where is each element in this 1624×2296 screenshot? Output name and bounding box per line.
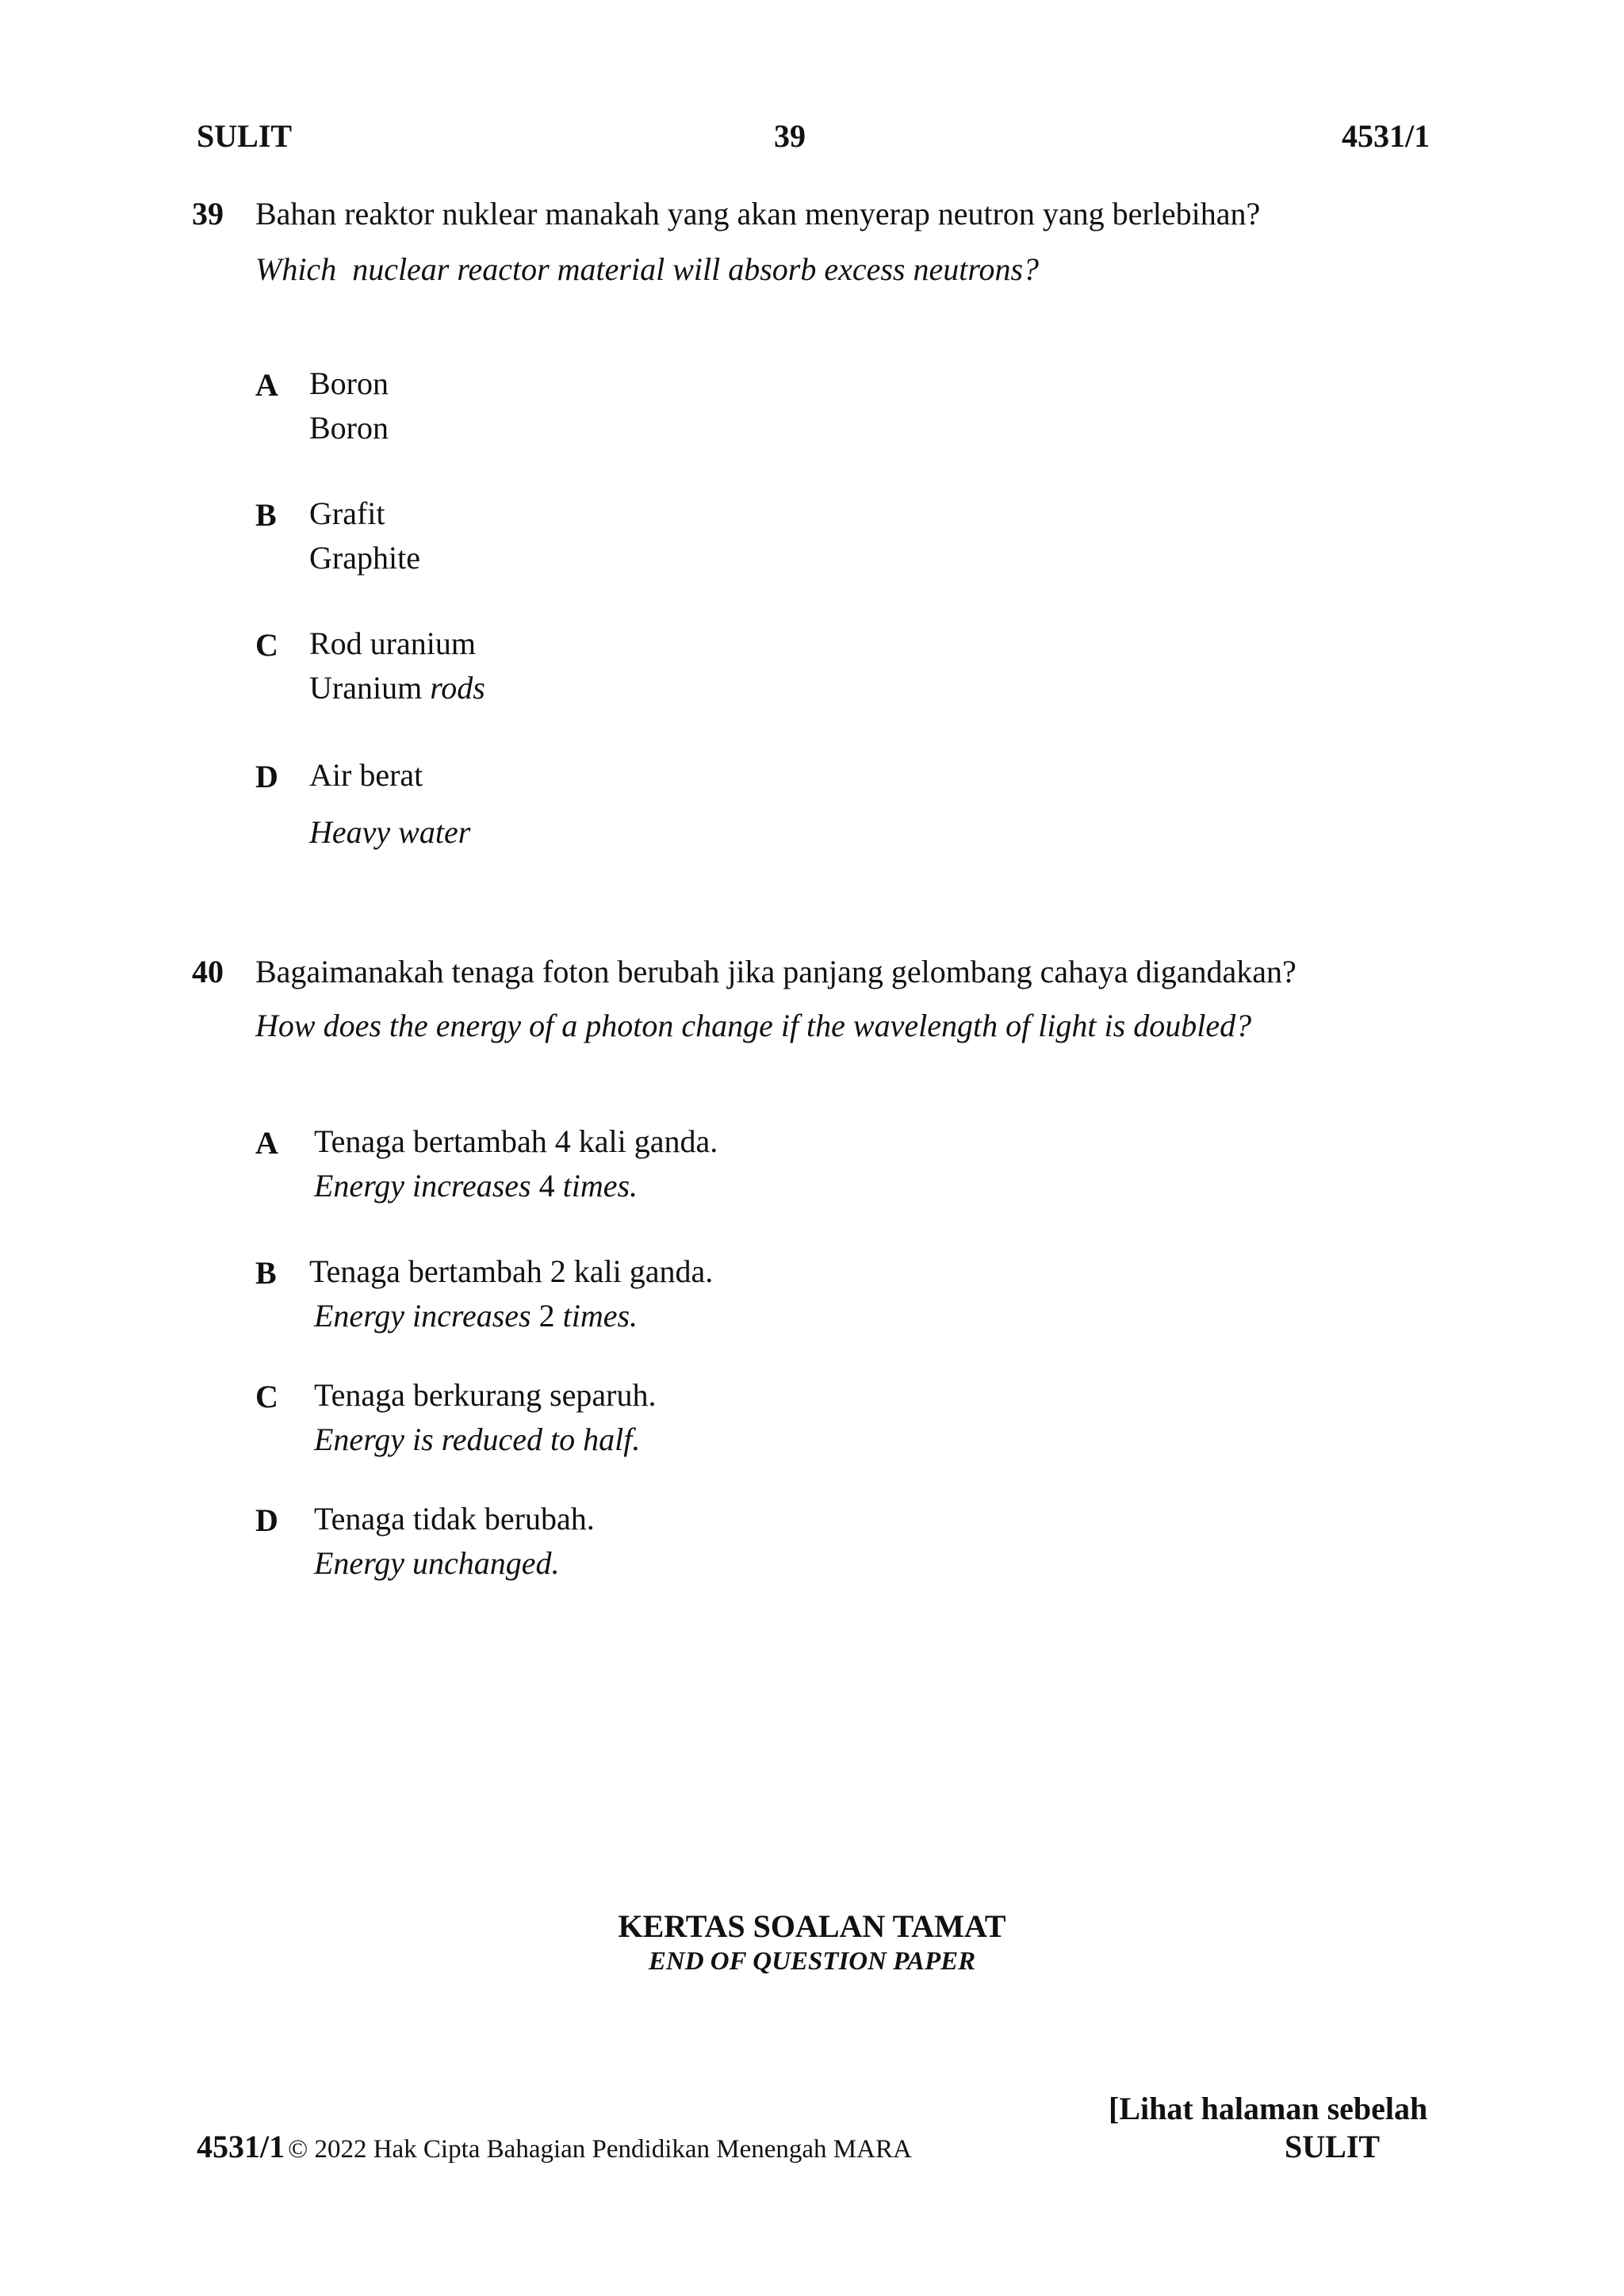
option-text-english: Energy is reduced to half. [314, 1422, 641, 1457]
footer-paper-code: 4531/1 [197, 2129, 285, 2164]
question-text-english: How does the energy of a photon change if the wavelength of light is doubled? [255, 1008, 1252, 1043]
option-c [314, 1373, 656, 1462]
question-number: 40 [192, 954, 224, 989]
footer-copyright: © 2022 Hak Cipta Bahagian Pendidikan Menengah MARA [288, 2135, 912, 2164]
option-text-english-part: times. [554, 1168, 638, 1203]
option-letter: D [255, 759, 278, 794]
option-text-english-part: Uranium [309, 670, 431, 706]
footer-left [197, 2128, 912, 2165]
option-text-malay: Air berat [309, 757, 423, 793]
option-text-english-part: Energy increases [314, 1298, 539, 1334]
option-d [309, 753, 470, 855]
option-letter: D [255, 1502, 278, 1538]
option-a [309, 362, 389, 450]
question-number: 39 [192, 196, 224, 232]
option-text-english: Energy unchanged. [314, 1545, 560, 1581]
option-text-malay: Boron [309, 365, 389, 401]
question-text-malay: Bagaimanakah tenaga foton berubah jika panjang gelombang cahaya digandakan? [255, 954, 1297, 989]
header-classification: SULIT [197, 118, 293, 154]
option-text-english: Graphite [309, 540, 420, 576]
header-paper-code: 4531/1 [1342, 118, 1431, 154]
page-number: 39 [774, 118, 806, 154]
footer-classification: SULIT [1285, 2129, 1381, 2164]
option-text-english: Heavy water [309, 814, 471, 850]
option-letter: C [255, 1379, 278, 1414]
option-text-malay: Tenaga bertambah 2 kali ganda. [309, 1253, 714, 1289]
end-of-paper-malay: KERTAS SOALAN TAMAT [618, 1908, 1006, 1944]
option-c [309, 622, 485, 710]
option-letter: A [255, 1125, 278, 1161]
option-letter: A [255, 367, 278, 403]
option-text-malay: Rod uranium [309, 626, 476, 661]
option-text-english [309, 666, 485, 710]
question-text-english: Which nuclear reactor material will absorb excess neutrons? [255, 251, 1040, 287]
option-text-malay: Grafit [309, 496, 385, 531]
option-letter: B [255, 1255, 277, 1291]
option-text-english-part: rods [430, 670, 485, 706]
option-text-malay: Tenaga berkurang separuh. [314, 1377, 657, 1413]
option-a [314, 1119, 718, 1208]
end-of-paper-english: END OF QUESTION PAPER [648, 1947, 976, 1976]
option-text-english [314, 1164, 718, 1208]
option-text-english: Boron [309, 410, 389, 446]
option-text-english-part: 2 [538, 1298, 555, 1334]
option-b [309, 1249, 713, 1338]
next-page-note: [Lihat halaman sebelah [1109, 2091, 1428, 2126]
option-text-english-part: Energy increases [314, 1168, 539, 1203]
option-letter: B [255, 497, 277, 533]
option-text-malay: Tenaga bertambah 4 kali ganda. [314, 1123, 718, 1159]
option-text-english-part: times. [554, 1298, 638, 1334]
option-text-malay: Tenaga tidak berubah. [314, 1501, 595, 1536]
option-letter: C [255, 627, 278, 663]
question-text-malay: Bahan reaktor nuklear manakah yang akan menyerap neutron yang berlebihan? [255, 196, 1261, 232]
option-b [309, 492, 420, 580]
option-d [314, 1497, 595, 1586]
option-text-english-part: 4 [538, 1168, 555, 1203]
option-text-english [314, 1294, 713, 1338]
